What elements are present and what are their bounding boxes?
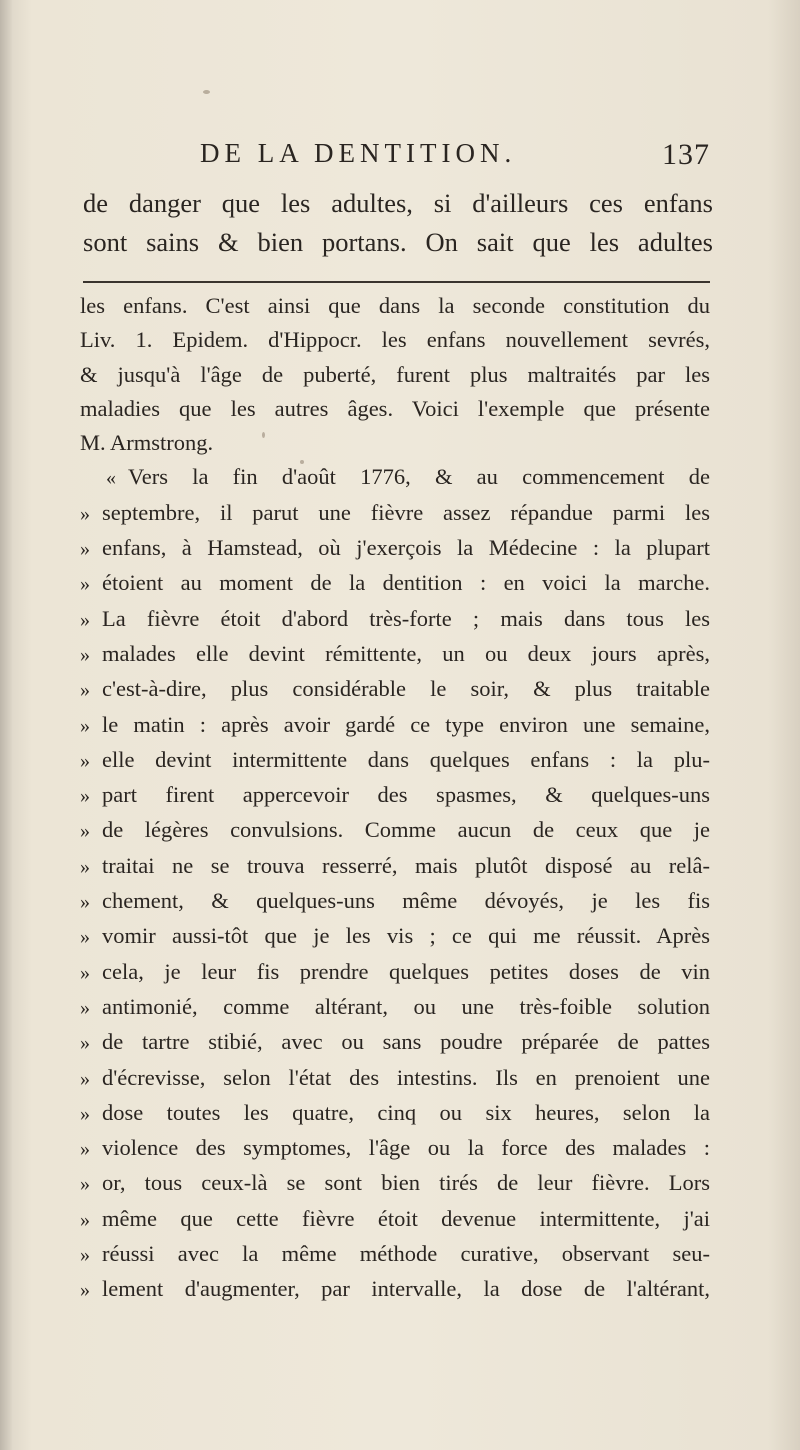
quote-line	[80, 813, 710, 848]
quote-text: cela, je leur fis prendre quelques petites doses de vin	[102, 958, 710, 984]
paragraph-line: maladies que les autres âges. Voici l'exemple que présente	[80, 395, 710, 421]
continuation-quote-mark: »	[80, 820, 90, 843]
open-quote-mark: «	[106, 467, 116, 490]
quote-line	[80, 1237, 710, 1272]
quote-line	[80, 955, 710, 990]
quote-line	[80, 531, 710, 566]
quote-text: elle devint intermittente dans quelques enfans : la plu-	[102, 746, 710, 772]
footnote-text	[80, 289, 710, 1308]
continuation-quote-mark: »	[80, 1032, 90, 1055]
continuation-quote-mark: »	[80, 1138, 90, 1161]
quote-line	[80, 743, 710, 778]
quote-line	[80, 708, 710, 743]
paragraph-line: & jusqu'à l'âge de puberté, furent plus maltraités par les	[80, 361, 710, 387]
continuation-quote-mark: »	[80, 891, 90, 914]
quote-line	[80, 460, 710, 495]
quote-text: Vers la fin d'août 1776, & au commencement de	[128, 464, 710, 490]
quote-line	[80, 778, 710, 813]
continuation-quote-mark: »	[80, 643, 90, 666]
quote-text: part firent appercevoir des spasmes, & quelques-uns	[102, 782, 710, 808]
quote-text: or, tous ceux-là se sont bien tirés de leur fièvre. Lors	[102, 1170, 710, 1196]
quote-text: d'écrevisse, selon l'état des intestins. Ils en prenoient une	[102, 1064, 710, 1090]
paper-spot	[300, 460, 304, 464]
quote-line	[80, 1202, 710, 1237]
paragraph-line: M. Armstrong.	[80, 430, 214, 456]
quote-text: traitai ne se trouva resserré, mais plutôt disposé au relâ-	[102, 852, 710, 878]
continuation-quote-mark: »	[80, 926, 90, 949]
continuation-quote-mark: »	[80, 1208, 90, 1231]
quote-line	[80, 849, 710, 884]
quote-text: antimonié, comme altérant, ou une très-foible solution	[102, 993, 710, 1019]
quote-text: de tartre stibié, avec ou sans poudre préparée de pattes	[102, 1029, 710, 1055]
continuation-quote-mark: »	[80, 679, 90, 702]
main-text-line: de danger que les adultes, si d'ailleurs ces enfans	[83, 188, 713, 218]
continuation-quote-mark: »	[80, 573, 90, 596]
quote-text: même que cette fièvre étoit devenue intermittente, j'ai	[102, 1205, 710, 1231]
paragraph-line: Liv. 1. Epidem. d'Hippocr. les enfans nouvellement sevrés,	[80, 327, 710, 353]
continuation-quote-mark: »	[80, 1067, 90, 1090]
quote-line	[80, 672, 710, 707]
continuation-quote-mark: »	[80, 502, 90, 525]
quote-text: malades elle devint rémittente, un ou deux jours après,	[102, 640, 710, 666]
quote-text: enfans, à Hamstead, où j'exerçois la Médecine : la plupart	[102, 535, 710, 561]
main-text-line: sont sains & bien portans. On sait que les adultes	[83, 227, 713, 257]
quote-text: de légères convulsions. Comme aucun de ceux que je	[102, 817, 710, 843]
continuation-quote-mark: »	[80, 855, 90, 878]
quote-text: dose toutes les quatre, cinq ou six heures, selon la	[102, 1099, 710, 1125]
continuation-quote-mark: »	[80, 961, 90, 984]
quote-text: La fièvre étoit d'abord très-forte ; mais dans tous les	[102, 605, 710, 631]
quote-line	[80, 1025, 710, 1060]
continuation-quote-mark: »	[80, 1173, 90, 1196]
running-header	[200, 138, 710, 178]
quote-text: c'est-à-dire, plus considérable le soir, & plus traitable	[102, 676, 710, 702]
page-spine-shadow	[0, 0, 12, 1450]
quote-text: violence des symptomes, l'âge ou la force des malades :	[102, 1135, 710, 1161]
quote-line	[80, 919, 710, 954]
quote-line	[80, 496, 710, 531]
paragraph-line: les enfans. C'est ainsi que dans la seconde constitution du	[80, 293, 710, 318]
continuation-quote-mark: »	[80, 608, 90, 631]
quote-line	[80, 637, 710, 672]
quote-text: septembre, il parut une fièvre assez répandue parmi les	[102, 499, 710, 525]
quote-text: réussi avec la même méthode curative, observant seu-	[102, 1241, 710, 1267]
quote-line	[80, 602, 710, 637]
continuation-quote-mark: »	[80, 538, 90, 561]
running-title: DE LA DENTITION.	[200, 138, 517, 168]
main-text-top	[83, 184, 713, 262]
quote-line	[80, 1131, 710, 1166]
continuation-quote-mark: »	[80, 1102, 90, 1125]
quote-text: lement d'augmenter, par intervalle, la dose de l'altérant,	[102, 1276, 710, 1302]
quote-text: vomir aussi-tôt que je les vis ; ce qui me réussit. Après	[102, 923, 710, 949]
quote-line	[80, 1061, 710, 1096]
continuation-quote-mark: »	[80, 1279, 90, 1302]
continuation-quote-mark: »	[80, 996, 90, 1019]
paper-spot	[203, 90, 210, 94]
quote-line	[80, 1166, 710, 1201]
quote-line	[80, 566, 710, 601]
continuation-quote-mark: »	[80, 1244, 90, 1267]
quote-line	[80, 1272, 710, 1307]
footnote-separator-rule	[83, 281, 710, 283]
continuation-quote-mark: »	[80, 714, 90, 737]
quote-line	[80, 1096, 710, 1131]
quote-text: le matin : après avoir gardé ce type environ une semaine,	[102, 711, 710, 737]
page-number: 137	[662, 138, 710, 171]
continuation-quote-mark: »	[80, 749, 90, 772]
quote-text: chement, & quelques-uns même dévoyés, je les fis	[102, 888, 710, 914]
quote-line	[80, 990, 710, 1025]
quote-text: étoient au moment de la dentition : en voici la marche.	[102, 570, 710, 596]
quote-line	[80, 884, 710, 919]
paper-spot	[262, 432, 265, 438]
continuation-quote-mark: »	[80, 785, 90, 808]
